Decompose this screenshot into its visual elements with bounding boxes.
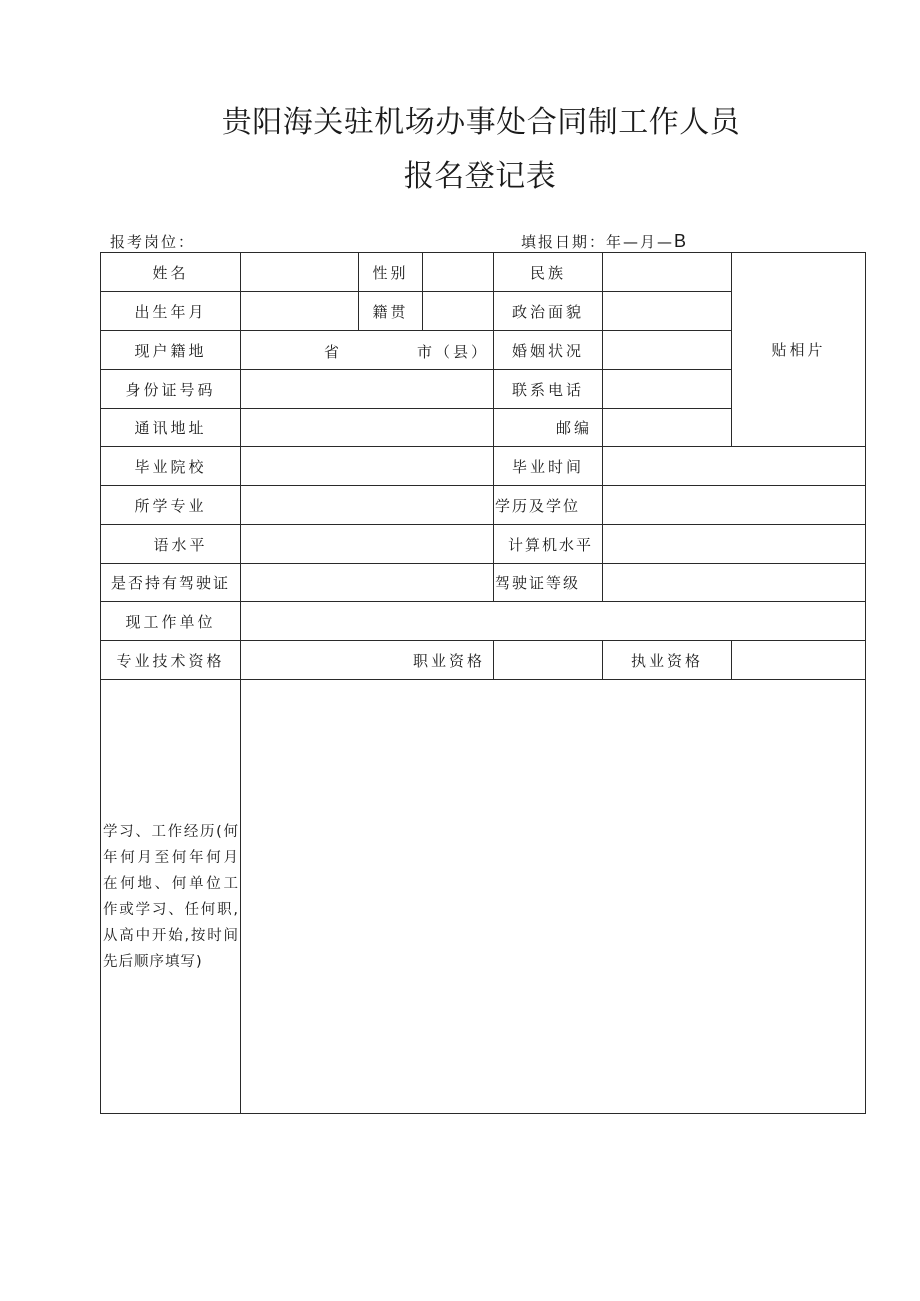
postcode-label: 邮编 bbox=[493, 408, 603, 447]
native-place-field[interactable] bbox=[422, 291, 494, 331]
name-field[interactable] bbox=[240, 252, 359, 292]
marital-field[interactable] bbox=[602, 330, 732, 370]
phone-field[interactable] bbox=[602, 369, 732, 409]
major-field[interactable] bbox=[240, 485, 494, 525]
name-label: 姓名 bbox=[100, 252, 241, 292]
practice-qual-field[interactable] bbox=[731, 640, 866, 680]
id-number-field[interactable] bbox=[240, 369, 494, 409]
practice-qual-label: 执业资格 bbox=[602, 640, 732, 680]
form-title-line1: 贵阳海关驻机场办事处合同制工作人员 bbox=[221, 105, 741, 140]
city-text: 市（县） bbox=[417, 343, 490, 361]
computer-field[interactable] bbox=[602, 524, 866, 564]
political-label: 政治面貌 bbox=[493, 291, 603, 331]
computer-label: 计算机水平 bbox=[493, 524, 603, 564]
position-label: 报考岗位： bbox=[110, 233, 196, 251]
postcode-field[interactable] bbox=[602, 408, 732, 447]
province-text: 省 bbox=[324, 343, 343, 361]
history-field[interactable] bbox=[240, 679, 866, 1114]
gender-label: 性别 bbox=[358, 252, 423, 292]
degree-field[interactable] bbox=[602, 485, 866, 525]
major-label: 所学专业 bbox=[100, 485, 241, 525]
birth-label: 出生年月 bbox=[100, 291, 241, 331]
photo-box[interactable]: 贴相片 bbox=[731, 252, 866, 447]
grad-time-field[interactable] bbox=[602, 446, 866, 486]
school-label: 毕业院校 bbox=[100, 446, 241, 486]
marital-label: 婚姻状况 bbox=[493, 330, 603, 370]
history-label bbox=[100, 679, 241, 1114]
phone-label: 联系电话 bbox=[493, 369, 603, 409]
address-field[interactable] bbox=[240, 408, 494, 447]
license-has-field[interactable] bbox=[240, 563, 494, 602]
job-qual-field[interactable] bbox=[493, 640, 603, 680]
date-suffix: B bbox=[674, 231, 687, 251]
language-label: 语水平 bbox=[100, 524, 241, 564]
ethnicity-field[interactable] bbox=[602, 252, 732, 292]
date-label-text: 填报日期：年—月— bbox=[521, 233, 675, 251]
id-number-label: 身份证号码 bbox=[100, 369, 241, 409]
form-title-line2: 报名登记表 bbox=[403, 159, 557, 194]
degree-label: 学历及学位 bbox=[493, 485, 603, 525]
employer-label: 现工作单位 bbox=[100, 601, 241, 641]
household-label: 现户籍地 bbox=[100, 330, 241, 370]
political-field[interactable] bbox=[602, 291, 732, 331]
ethnicity-label: 民族 bbox=[493, 252, 603, 292]
birth-field[interactable] bbox=[240, 291, 359, 331]
tech-qual-label: 专业技术资格 bbox=[100, 640, 241, 680]
language-field[interactable] bbox=[240, 524, 494, 564]
license-level-field[interactable] bbox=[602, 563, 866, 602]
history-label-text: 学习、工作经历(何年何月至何年何月在何地、何单位工作或学习、任何职,从高中开始,按时间先后顺序填写) bbox=[103, 823, 239, 970]
grad-time-label: 毕业时间 bbox=[493, 446, 603, 486]
job-qual-label: 职业资格 bbox=[240, 640, 494, 680]
native-place-label: 籍贯 bbox=[358, 291, 423, 331]
license-has-label: 是否持有驾驶证 bbox=[100, 563, 241, 602]
employer-field[interactable] bbox=[240, 601, 866, 641]
address-label: 通讯地址 bbox=[100, 408, 241, 447]
license-level-label: 驾驶证等级 bbox=[493, 563, 603, 602]
gender-field[interactable] bbox=[422, 252, 494, 292]
school-field[interactable] bbox=[240, 446, 494, 486]
